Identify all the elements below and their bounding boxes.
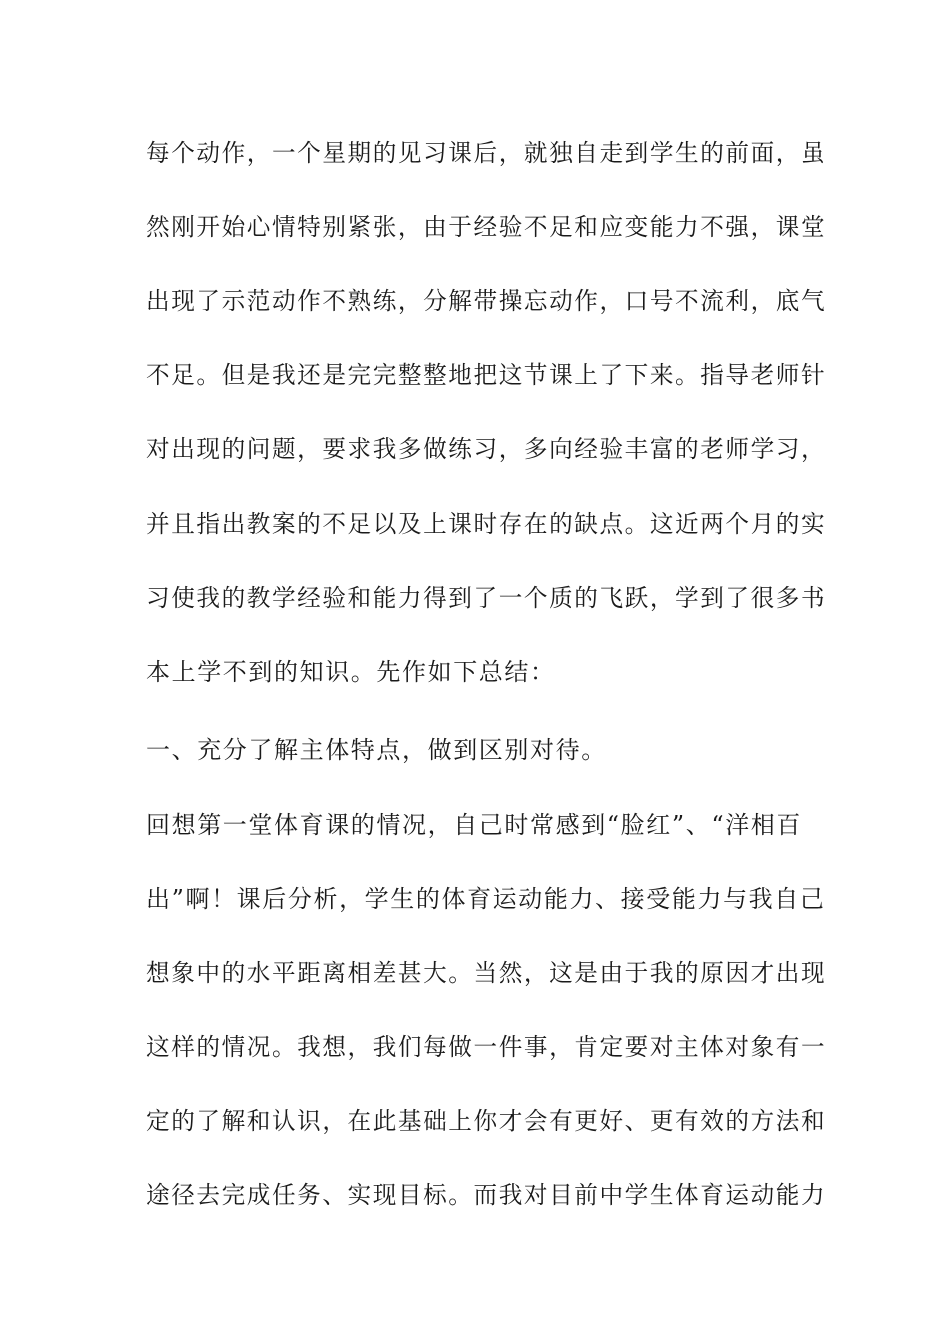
text-line-8: 本上学不到的知识。先作如下总结： [146,658,556,686]
text-line-1: 每个动作，一个星期的见习课后，就独自走到学生的前面，虽 [146,139,827,167]
text-line-13: 这样的情况。我想，我们每做一件事，肯定要对主体对象有一 [146,1033,827,1061]
text-line-10: 回想第一堂体育课的情况，自己时常感到“脸红”、“洋相百 [146,811,803,839]
text-line-15: 途径去完成任务、实现目标。而我对目前中学生体育运动能力 [146,1181,827,1209]
text-line-5: 对出现的问题，要求我多做练习，多向经验丰富的老师学习， [146,435,827,463]
section-heading: 一、充分了解主体特点，做到区别对待。 [146,736,607,764]
text-line-6: 并且指出教案的不足以及上课时存在的缺点。这近两个月的实 [146,510,827,538]
text-line-12: 想象中的水平距离相差甚大。当然，这是由于我的原因才出现 [146,959,827,987]
text-line-11: 出”啊！课后分析，学生的体育运动能力、接受能力与我自己 [146,885,826,913]
text-line-14: 定的了解和认识，在此基础上你才会有更好、更有效的方法和 [146,1107,827,1135]
text-line-2: 然刚开始心情特别紧张，由于经验不足和应变能力不强，课堂 [146,213,827,241]
text-line-7: 习使我的教学经验和能力得到了一个质的飞跃，学到了很多书 [146,584,827,612]
text-line-4: 不足。但是我还是完完整整地把这节课上了下来。指导老师针 [146,361,827,389]
text-line-3: 出现了示范动作不熟练，分解带操忘动作，口号不流利，底气 [146,287,827,315]
